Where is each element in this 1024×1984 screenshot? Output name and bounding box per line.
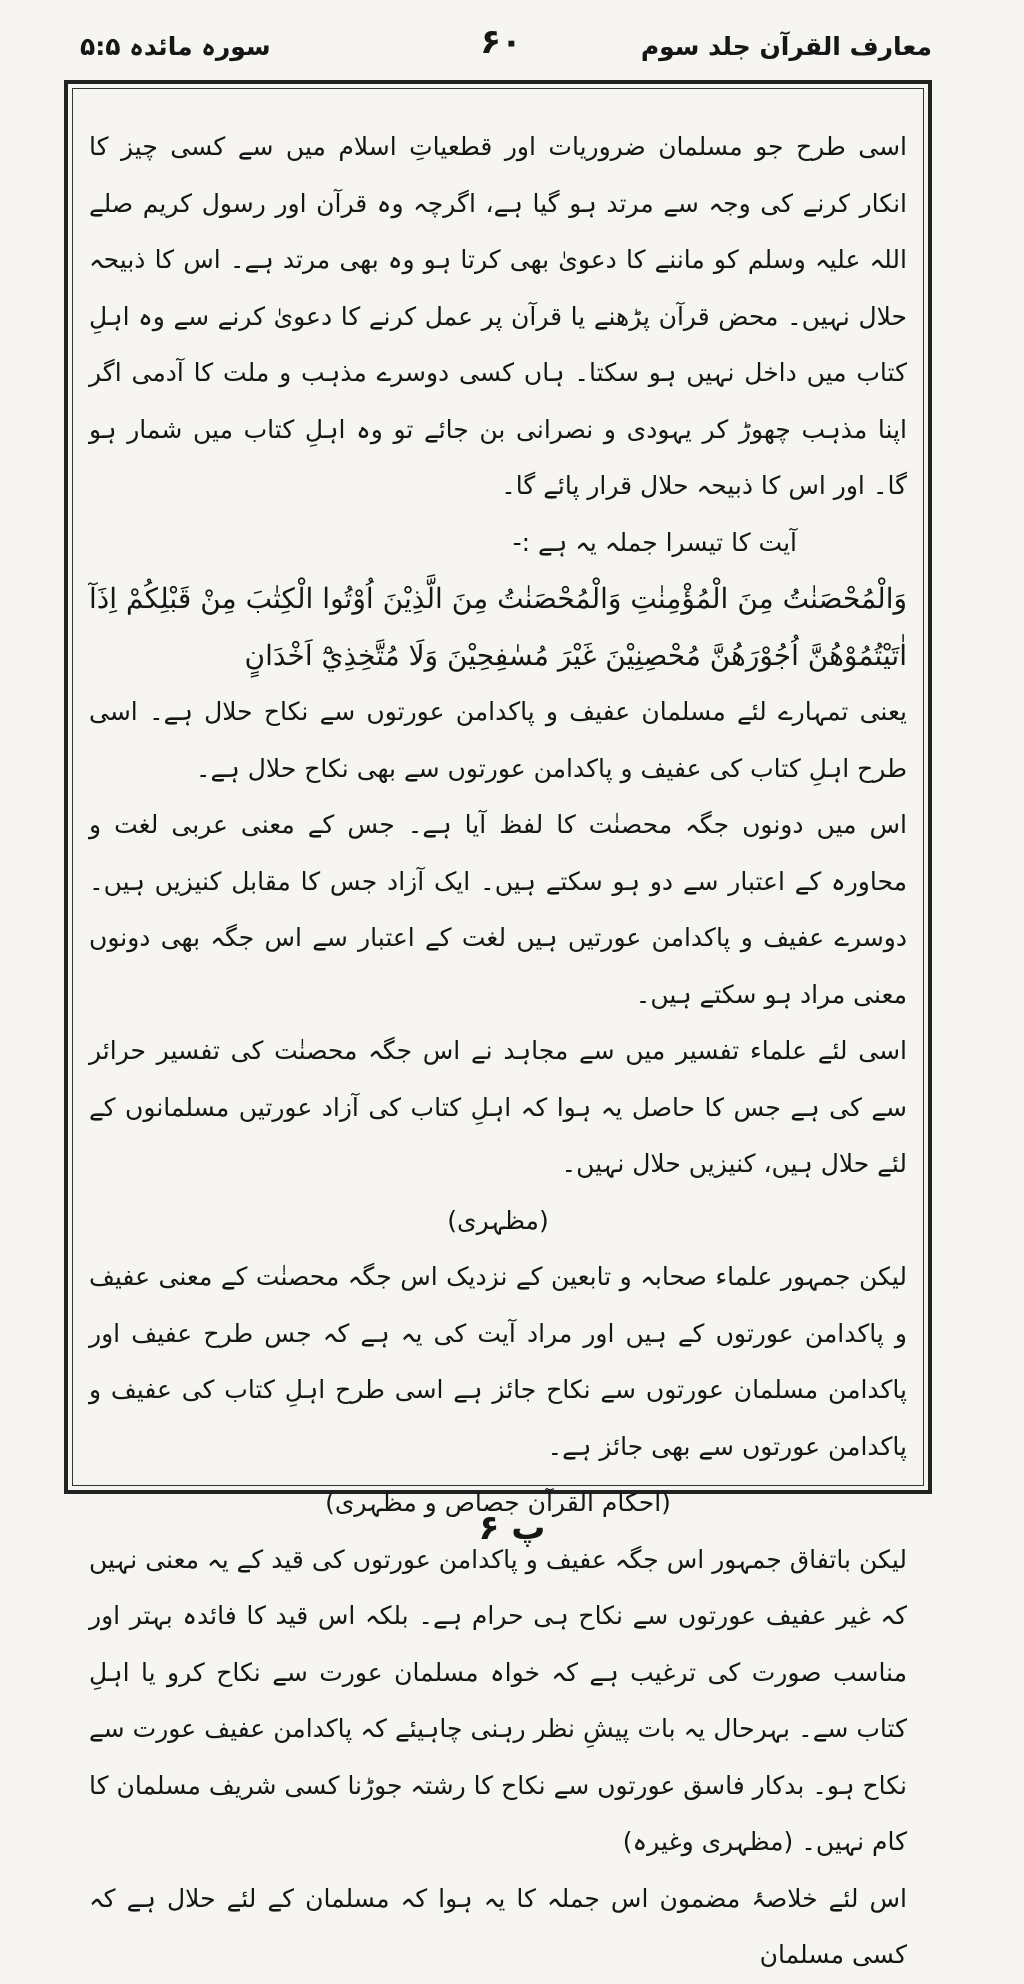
page-header <box>70 22 932 72</box>
paragraph-mujahid-tafsir: اسی لئے علماء تفسیر میں سے مجاہد نے اس جگہ محصنٰت کی تفسیر حرائر سے کی ہے جس کا حاصل یہ ہوا کہ اہلِ کتاب کی آزاد عورتیں مسلمانوں کے لئے حلال ہیں، کنیزیں حلال نہیں۔ <box>89 1036 907 1178</box>
page-signature-mark: پ ۶ <box>478 1508 546 1548</box>
paragraph-apostate-ruling: اسی طرح جو مسلمان ضروریات اور قطعیاتِ اسلام میں سے کسی چیز کا انکار کرنے کی وجہ سے مرتد ہو گیا ہے، اگرچہ وہ قرآن اور رسول کریم صلے اللہ علیہ وسلم کو ماننے کا دعویٰ بھی کرتا ہو وہ بھی مرتد ہے۔ اس کا ذبیحہ حلال نہیں۔ محض قرآن پڑھنے یا قرآن پر عمل کرنے کا دعویٰ کرنے سے وہ اہلِ کتاب میں داخل نہیں ہو سکتا۔ ہاں کسی دوسرے مذہب و ملت کا آدمی اگر اپنا مذہب چھوڑ کر یہودی و نصرانی بن جائے تو وہ اہلِ کتاب میں شمار ہو گا۔ اور اس کا ذبیحہ حلال قرار پائے گا۔ <box>89 132 907 500</box>
reference-ahkam-al-quran: (احکام القرآن جصاص و مظہری) <box>325 1488 671 1517</box>
page-number: ۶۰ <box>480 22 522 62</box>
quran-verse: وَالْمُحْصَنٰتُ مِنَ الْمُؤْمِنٰتِ وَالْمُحْصَنٰتُ مِنَ الَّذِيْنَ اُوْتُوا الْكِتٰبَ مِنْ قَبْلِكُمْ اِذَآ اٰتَيْتُمُوْهُنَّ اُجُوْرَهُنَّ مُحْصِنِيْنَ غَيْرَ مُسٰفِحِيْنَ وَلَا مُتَّخِذِيْٓ اَخْدَانٍ <box>89 582 907 672</box>
paragraph-summary: اس لئے خلاصۂ مضمون اس جملہ کا یہ ہوا کہ مسلمان کے لئے حلال ہے کہ کسی مسلمان <box>89 1883 907 1969</box>
paragraph-third-sentence-intro: آیت کا تیسرا جملہ یہ ہے :- <box>512 527 797 557</box>
book-title: معارف القرآن جلد سوم <box>640 32 932 61</box>
paragraph-muhsanat-meaning: اس میں دونوں جگہ محصنٰت کا لفظ آیا ہے۔ جس کے معنی عربی لغت و محاورہ کے اعتبار سے دو ہو سکتے ہیں۔ ایک آزاد جس کا مقابل کنیزیں ہیں۔ دوسرے عفیف و پاکدامن عورتیں ہیں لغت کے اعتبار سے اس جگہ بھی دونوں معنی مراد ہو سکتے ہیں۔ <box>89 810 907 1009</box>
reference-mazhari: (مظہری) <box>447 1205 549 1235</box>
paragraph-verse-translation: یعنی تمہارے لئے مسلمان عفیف و پاکدامن عورتوں سے نکاح حلال ہے۔ اسی طرح اہلِ کتاب کی عفیف و پاکدامن عورتوں سے بھی نکاح حلال ہے۔ <box>89 697 907 783</box>
paragraph-chastity-condition: لیکن باتفاق جمہور اس جگہ عفیف و پاکدامن عورتوں کی قید کے یہ معنی نہیں کہ غیر عفیف عورتوں سے نکاح ہی حرام ہے۔ بلکہ اس قید کا فائدہ بہتر اور مناسب صورت کی ترغیب ہے کہ خواہ مسلمان عورت سے نکاح کرو یا اہلِ کتاب سے۔ بہرحال یہ بات پیشِ نظر رہنی چاہیئے کہ پاکدامن عفیف عورت سے نکاح ہو۔ بدکار فاسق عورتوں سے نکاح کا رشتہ جوڑنا کسی شریف مسلمان کا کام نہیں۔ (مظہری وغیرہ) <box>89 1544 907 1856</box>
page-body <box>89 119 907 1984</box>
paragraph-jamhur-view: لیکن جمہور علماء صحابہ و تابعین کے نزدیک اس جگہ محصنٰت کے معنی عفیف و پاکدامن عورتوں کے ہیں اور مراد آیت کی یہ ہے کہ جس طرح عفیف اور پاکدامن مسلمان عورتوں سے نکاح جائز ہے اسی طرح اہلِ کتاب کی عفیف و پاکدامن عورتوں سے بھی جائز ہے۔ <box>89 1262 907 1461</box>
surah-reference: سورہ مائدہ ۵:۵ <box>80 32 271 61</box>
